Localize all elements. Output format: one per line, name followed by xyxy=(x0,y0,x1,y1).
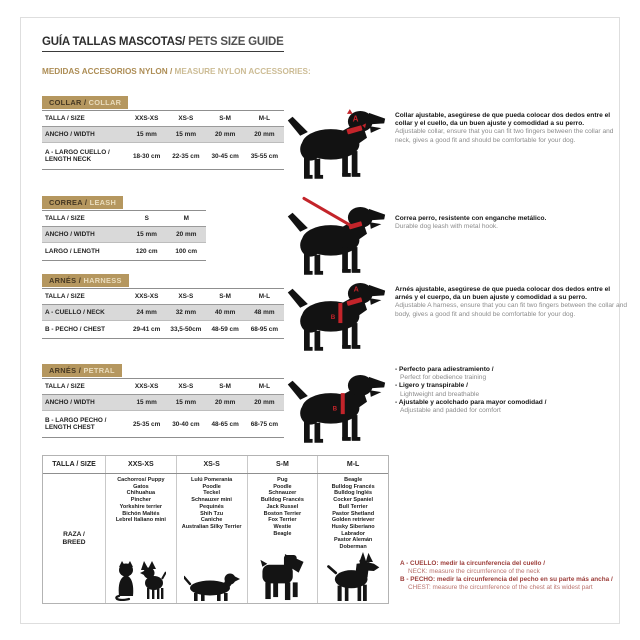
breed-list-xs-s xyxy=(177,474,247,551)
petral-bullet-es: - Perfecto para adiestramiento / xyxy=(395,366,629,374)
list-item: 48 mm xyxy=(254,309,275,316)
list-item: Boston Terrier xyxy=(263,510,302,517)
petral-bullet-en: Adjustable and padded for comfort xyxy=(400,407,501,415)
petral-b-label: B xyxy=(332,405,338,413)
collar-badge-es: COLLAR / xyxy=(49,98,87,107)
note-chest-en: CHEST: measure the circumference of the chest at its widest part xyxy=(408,584,593,591)
list-item: Poodle xyxy=(273,483,292,490)
list-item: 20 mm xyxy=(176,231,197,238)
page-title xyxy=(42,36,284,52)
petral-chest-length-label: B - LARGO PECHO / LENGTH CHEST xyxy=(45,416,107,431)
harness-chest-label: B - PECHO / CHEST xyxy=(45,325,106,333)
list-item: 68-95 cm xyxy=(250,326,279,333)
breed-column-m-l xyxy=(318,474,388,603)
list-item: Lebrel Italiano mini xyxy=(115,517,166,524)
page-subtitle xyxy=(42,67,311,76)
page-title-en: PETS SIZE GUIDE xyxy=(188,36,284,48)
breed-column-s-m xyxy=(248,474,319,603)
harness-description xyxy=(395,286,629,319)
collar-neck-length-label: A - LARGO CUELLO / LENGTH NECK xyxy=(45,148,110,163)
measure-arrow-up xyxy=(347,109,353,114)
list-item: 30-45 cm xyxy=(211,152,239,160)
list-item: 15 mm xyxy=(175,399,196,406)
list-item: 32 mm xyxy=(175,309,196,316)
petral-header-sizes xyxy=(127,383,284,390)
list-item: 68-75 cm xyxy=(250,420,279,428)
collar-section-badge xyxy=(42,92,128,110)
list-item: Pastor Shetland xyxy=(332,510,375,517)
page-subtitle-en: MEASURE NYLON ACCESSORIES: xyxy=(174,67,311,76)
leash-line-mark xyxy=(304,198,352,226)
list-item: S xyxy=(144,215,149,222)
list-item: XXS-XS xyxy=(134,293,159,300)
breed-size-table xyxy=(42,455,389,604)
petral-bullet-es: - Ajustable y acolchado para mayor comodidad / xyxy=(395,399,629,407)
collar-badge-en: COLLAR xyxy=(88,98,122,107)
harness-neck-label: A - CUELLO / NECK xyxy=(45,308,105,316)
petral-bullet-en: Lightweight and breathable xyxy=(400,390,480,398)
collar-description xyxy=(395,112,629,145)
note-chest-es: B - PECHO: medir la circunferencia del pecho en su parte más ancha / xyxy=(400,576,613,583)
leash-description-es: Correa perro, resistente con enganche metálico. xyxy=(395,215,547,222)
petral-bullet xyxy=(395,366,629,382)
list-item: 120 cm xyxy=(135,248,158,255)
list-item: Westie xyxy=(273,523,292,530)
list-item: S-M xyxy=(219,293,231,300)
harness-a-label: A xyxy=(353,285,359,294)
petral-table-header-row xyxy=(42,378,284,395)
list-item: Chihuahua xyxy=(126,490,156,497)
list-item: M-L xyxy=(346,461,360,468)
harness-chest-values xyxy=(127,326,284,333)
list-item: Schnauzer mini xyxy=(191,497,232,504)
list-item: S-M xyxy=(248,456,319,473)
list-item: XS-S xyxy=(178,115,194,122)
list-item: Pequinés xyxy=(199,503,224,510)
list-item: M xyxy=(183,215,189,222)
list-item: Bulldog Francés xyxy=(260,497,304,504)
breed-table-header-row xyxy=(43,456,388,474)
leash-length-values xyxy=(127,248,206,255)
note-neck xyxy=(400,560,628,576)
list-item: 48-65 cm xyxy=(211,420,239,428)
harness-description-en: Adjustable A harness, ensure that you can fit two fingers between the collar and body, gives a good fit and should be comfortable for your dog. xyxy=(395,302,628,318)
list-item: 25-35 cm xyxy=(132,420,161,428)
note-neck-en: NECK: measure the circumference of the neck xyxy=(408,568,540,575)
list-item: Pastor Alemán xyxy=(333,537,373,544)
harness-description-es: Arnés ajustable, asegúrese de que pueda colocar dos dedos entre el arnés y el cuerpo, da un buen ajuste y comodidad a su perro. xyxy=(395,286,611,302)
list-item: 20 mm xyxy=(254,131,275,138)
list-item: 33,5-50cm xyxy=(170,326,202,333)
collar-description-es: Collar ajustable, asegúrese de que pueda colocar dos dedos entre el collar y el cuello, da un buen ajuste y comodidad a su perro. xyxy=(395,112,611,128)
petral-feature-list xyxy=(395,366,629,415)
list-item: S-M xyxy=(219,383,231,390)
collar-width-label: ANCHO / WIDTH xyxy=(45,130,95,138)
leash-dog-illustration xyxy=(283,196,388,280)
collar-neck-length-values xyxy=(127,153,284,160)
leash-length-label: LARGO / LENGTH xyxy=(45,247,100,255)
breed-list-m-l xyxy=(318,474,388,551)
list-item: Cachorros/ Puppy xyxy=(117,477,165,483)
leash-badge-es: CORREA / xyxy=(49,198,88,207)
petral-width-label: ANCHO / WIDTH xyxy=(45,398,95,406)
breed-silhouettes-xs-s xyxy=(177,551,247,603)
list-item: Bulldog Inglés xyxy=(334,490,373,497)
list-item: Fox Terrier xyxy=(268,517,297,524)
list-item: 48-59 cm xyxy=(211,326,239,333)
harness-b-label: B xyxy=(330,314,336,322)
note-neck-es: A - CUELLO: medir la circunferencia del cuello / xyxy=(400,560,546,567)
collar-neck-length-row xyxy=(42,143,284,170)
list-item: Cocker Spaniel xyxy=(333,497,373,504)
breed-silhouettes-s-m xyxy=(248,551,318,603)
leash-length-row xyxy=(42,243,206,261)
harness-chest-row xyxy=(42,321,284,339)
list-item: 20 mm xyxy=(215,399,236,406)
breed-list-s-m xyxy=(248,474,318,551)
petral-bullet-es: - Ligero y transpirable / xyxy=(395,382,629,390)
list-item: 15 mm xyxy=(175,131,196,138)
harness-neck-row xyxy=(42,305,284,321)
collar-width-values xyxy=(127,131,284,138)
measuring-notes xyxy=(400,560,628,592)
breed-row-label-en: BREED xyxy=(62,538,86,546)
page-subtitle-es: MEDIDAS ACCESORIOS NYLON / xyxy=(42,67,173,76)
collar-header-label: TALLA / SIZE xyxy=(45,114,85,122)
list-item: 20 mm xyxy=(215,131,236,138)
breed-row-label-es: RAZA / xyxy=(63,530,85,538)
collar-width-row xyxy=(42,127,284,143)
list-item: 15 mm xyxy=(136,399,157,406)
doberman-silhouette-icon xyxy=(324,552,382,601)
petral-header-label: TALLA / SIZE xyxy=(45,382,85,390)
list-item: Shih Tzu xyxy=(200,510,224,517)
harness-badge-en: HARNESS xyxy=(83,276,122,285)
harness-header-sizes xyxy=(127,293,284,300)
list-item: Beagle xyxy=(273,530,292,537)
list-item: XS-S xyxy=(178,293,194,300)
breed-table-body xyxy=(43,474,388,603)
list-item: 29-41 cm xyxy=(132,326,161,333)
harness-table-header-row xyxy=(42,288,284,305)
leash-header-sizes xyxy=(127,215,206,222)
chihuahua-silhouette-icon xyxy=(140,561,166,601)
list-item: XXS-XS xyxy=(134,115,159,122)
leash-size-table xyxy=(42,210,206,261)
petral-bullet xyxy=(395,399,629,415)
list-item: Husky Siberiano xyxy=(331,523,375,530)
petral-badge-es: ARNÉS / xyxy=(49,366,82,375)
list-item: S-M xyxy=(219,115,231,122)
note-chest xyxy=(400,576,628,592)
list-item: Beagle xyxy=(344,477,363,483)
cat-silhouette-icon xyxy=(115,561,137,601)
breed-row-label xyxy=(43,474,106,603)
collar-description-en: Adjustable collar, ensure that you can fit two fingers between the collar and neck, gives a good fit and should be comfortable for your dog. xyxy=(395,128,614,144)
list-item: M-L xyxy=(258,115,271,122)
breed-column-xs-s xyxy=(177,474,248,603)
list-item: 15 mm xyxy=(136,231,157,238)
list-item: Doberman xyxy=(339,544,367,551)
breed-silhouettes-xxs-xs xyxy=(106,551,176,603)
harness-chest-strap-mark xyxy=(338,303,342,323)
measure-a-label: A xyxy=(352,114,359,124)
petral-chest-length-values xyxy=(127,421,284,428)
breed-list-xxs-xs xyxy=(106,474,176,551)
list-item: XXS-XS xyxy=(134,383,159,390)
leash-header-label: TALLA / SIZE xyxy=(45,214,85,222)
petral-strap-mark xyxy=(341,393,345,414)
breed-header-label: TALLA / SIZE xyxy=(43,456,106,473)
list-item: 35-55 cm xyxy=(250,152,279,160)
list-item: 100 cm xyxy=(175,248,198,255)
list-item: M-L xyxy=(258,293,271,300)
list-item: XS-S xyxy=(178,383,194,390)
petral-badge-en: PETRAL xyxy=(83,366,115,375)
breed-column-xxs-xs xyxy=(106,474,177,603)
list-item: 15 mm xyxy=(136,131,157,138)
harness-size-table xyxy=(42,288,284,339)
list-item: Jack Russel xyxy=(266,503,299,510)
list-item: Labrador xyxy=(341,530,366,537)
list-item: 40 mm xyxy=(215,309,236,316)
list-item: M-L xyxy=(258,383,271,390)
leash-badge-en: LEASH xyxy=(89,198,117,207)
page-title-es: GUÍA TALLAS MASCOTAS/ xyxy=(42,36,186,48)
petral-width-values xyxy=(127,399,284,406)
list-item: Schnauzer xyxy=(268,490,297,497)
harness-badge-es: ARNÉS / xyxy=(49,276,82,285)
collar-table-header-row xyxy=(42,110,284,127)
list-item: Yorkshire terrier xyxy=(119,503,163,510)
list-item: 24 mm xyxy=(136,309,157,316)
harness-header-label: TALLA / SIZE xyxy=(45,292,85,300)
leash-width-row xyxy=(42,227,206,243)
dachshund-silhouette-icon xyxy=(184,571,240,601)
list-item: Lulú Pomerania xyxy=(190,477,233,483)
list-item: Pug xyxy=(277,477,288,483)
list-item: Bichón Maltés xyxy=(122,510,160,517)
petral-width-row xyxy=(42,395,284,411)
breed-header-sizes xyxy=(106,456,388,473)
leash-width-label: ANCHO / WIDTH xyxy=(45,230,95,238)
harness-section-badge xyxy=(42,270,129,288)
list-item: 18-30 cm xyxy=(132,152,161,160)
list-item: Golden retriever xyxy=(331,517,375,524)
leash-description-en: Durable dog leash with metal hook. xyxy=(395,223,498,231)
list-item: XS-S xyxy=(177,456,248,473)
harness-neck-values xyxy=(127,309,284,316)
petral-bullet xyxy=(395,382,629,398)
leash-section-badge xyxy=(42,192,123,210)
breed-silhouettes-m-l xyxy=(318,551,388,603)
petral-dog-illustration xyxy=(283,364,388,448)
petral-chest-length-row xyxy=(42,411,284,438)
collar-size-table xyxy=(42,110,284,170)
list-item: Gatos xyxy=(133,483,149,490)
list-item: Bulldog Francés xyxy=(331,483,375,490)
collar-header-sizes xyxy=(127,115,284,122)
list-item: Pincher xyxy=(130,497,151,504)
list-item: Australian Silky Terrier xyxy=(181,523,242,530)
harness-dog-illustration xyxy=(283,272,388,356)
list-item: Poodle xyxy=(202,483,221,490)
list-item: 20 mm xyxy=(254,399,275,406)
petral-section-badge xyxy=(42,360,122,378)
leash-description xyxy=(395,215,629,231)
list-item: Bull Terrier xyxy=(338,503,368,510)
leash-table-header-row xyxy=(42,210,206,227)
petral-size-table xyxy=(42,378,284,438)
leash-width-values xyxy=(127,231,206,238)
schnauzer-silhouette-icon xyxy=(260,554,304,601)
collar-dog-illustration xyxy=(283,100,388,184)
list-item: 30-40 cm xyxy=(172,420,200,428)
list-item: 22-35 cm xyxy=(172,152,200,160)
list-item: Teckel xyxy=(203,490,220,497)
list-item: XXS-XS xyxy=(106,456,177,473)
petral-bullet-en: Perfect for obedience training xyxy=(400,374,487,382)
list-item: Caniche xyxy=(200,517,223,524)
